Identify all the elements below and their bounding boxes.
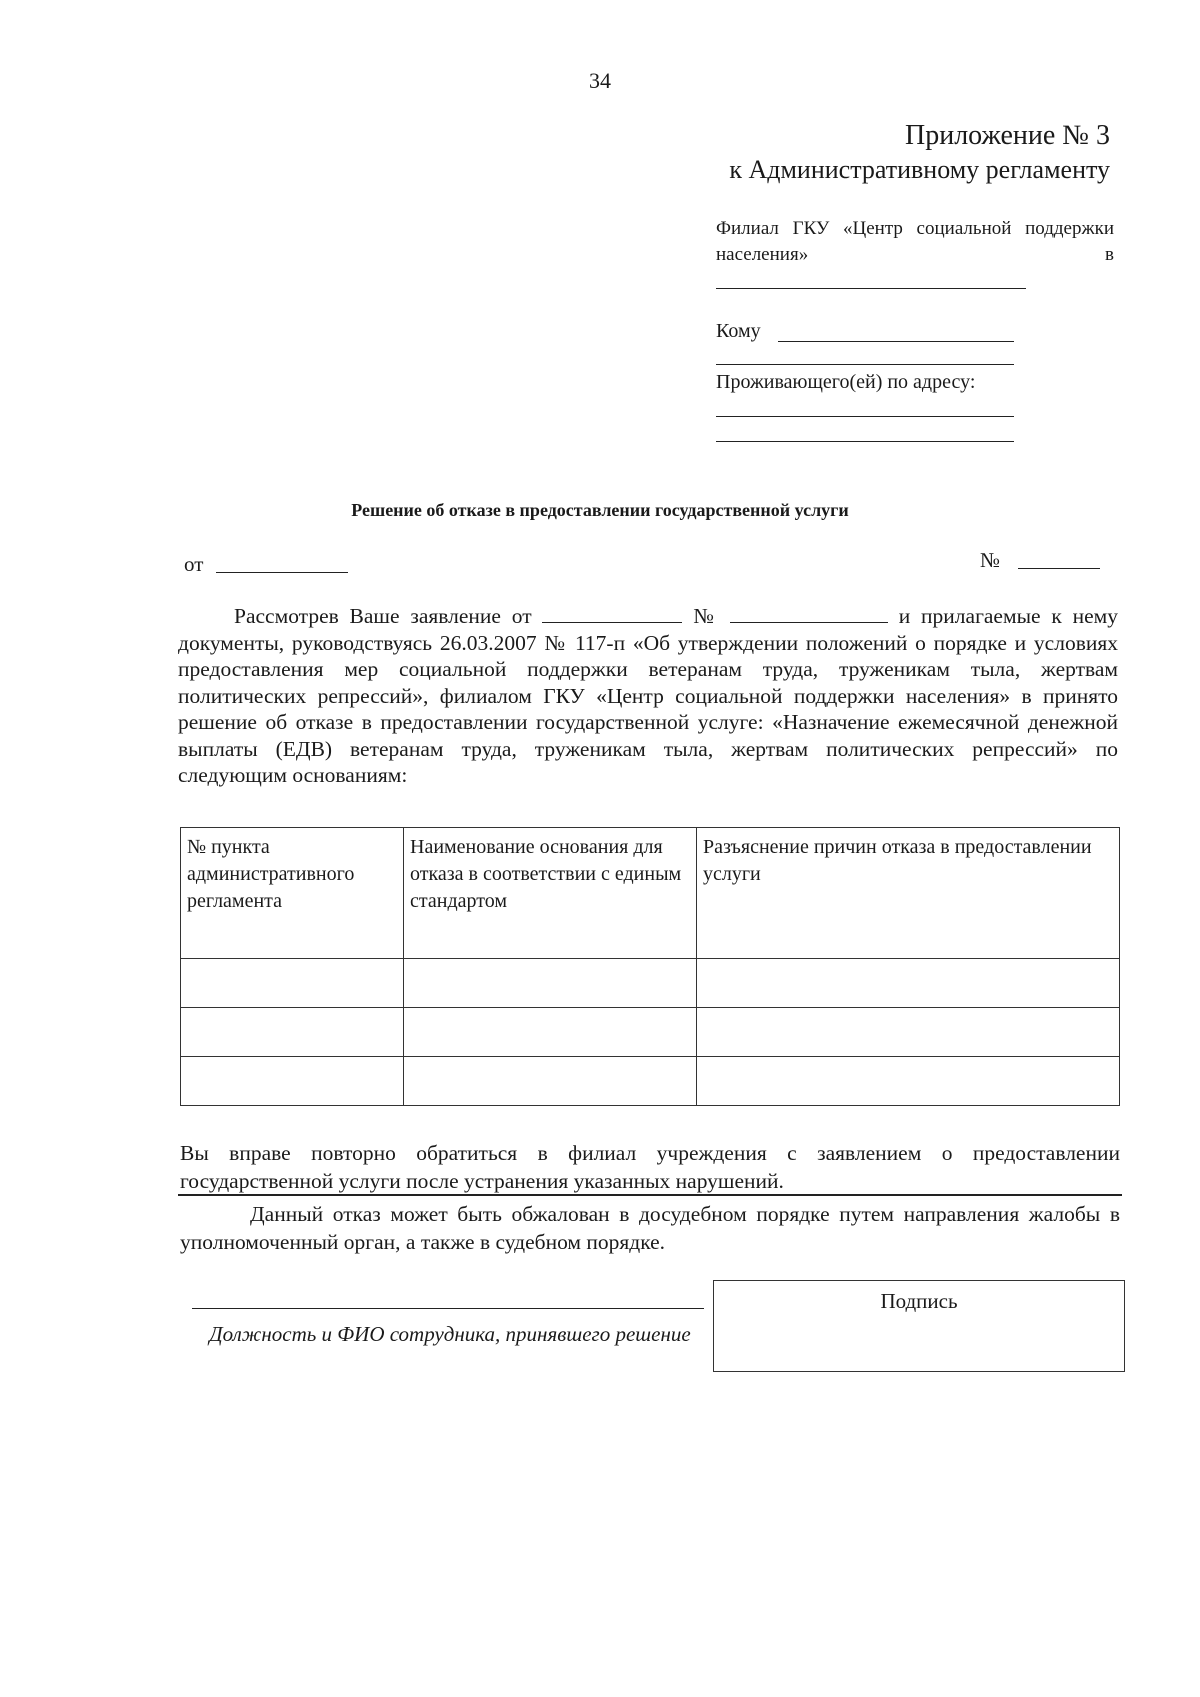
separator-line bbox=[178, 1194, 1122, 1196]
document-title: Решение об отказе в предоставлении государственной услуги bbox=[351, 500, 849, 520]
branch-text: Филиал ГКУ «Центр социальной поддержки населения» в bbox=[716, 218, 1114, 265]
signature-box bbox=[713, 1280, 1125, 1372]
number-label: № bbox=[980, 548, 1001, 572]
appeal-text: Данный отказ может быть обжалован в досудебном порядке путем направления жалобы в уполномоченный орган, а также в судебном порядке. bbox=[180, 1202, 1120, 1254]
header-cell-ground-name: Наименование основания для отказа в соответствии с единым стандартом bbox=[404, 828, 697, 959]
paragraph-number-label: № bbox=[693, 604, 720, 628]
table-row bbox=[181, 1008, 1120, 1057]
paragraph-part-2: и прилагаемые к нему документы, руководствуясь 26.03.2007 № 117-п «Об утверждении положений о порядке и условиях предоставления мер социальной поддержки ветеранам труда, труженикам тыла, жертвам политических репрессий», филиалом ГКУ «Центр социальной поддержки населения» в принято решение об отказе в предоставлении государственной услуге: «Назначение ежемесячной денежной выплаты (ЕДВ) ветеранам труда, труженикам тыла, жертвам политических репрессий» по следующим основаниям: bbox=[178, 604, 1119, 787]
page-number: 34 bbox=[589, 68, 611, 93]
number-blank-line bbox=[1018, 568, 1100, 569]
table-cell bbox=[404, 1057, 697, 1106]
table-header-row bbox=[181, 828, 1120, 959]
table-cell bbox=[697, 1057, 1120, 1106]
to-blank-line-2 bbox=[716, 364, 1014, 365]
table-cell bbox=[181, 959, 404, 1008]
decision-paragraph bbox=[178, 603, 1118, 789]
table-cell bbox=[697, 1008, 1120, 1057]
application-date-blank bbox=[542, 604, 682, 623]
application-number-blank bbox=[730, 604, 888, 623]
appendix-title: Приложение № 3 bbox=[905, 120, 1110, 151]
table-cell bbox=[404, 1008, 697, 1057]
to-label: Кому bbox=[716, 320, 761, 342]
appendix-subtitle: к Административному регламенту bbox=[729, 155, 1110, 184]
table-row bbox=[181, 959, 1120, 1008]
address-blank-line-1 bbox=[716, 416, 1014, 417]
signature-label: Подпись bbox=[880, 1289, 958, 1313]
reapply-paragraph: Вы вправе повторно обратиться в филиал учреждения с заявлением о предоставлении государственной услуги после устранения указанных нарушений. bbox=[180, 1141, 1120, 1193]
paragraph-part-1: Рассмотрев Ваше заявление от bbox=[234, 604, 532, 628]
table-cell bbox=[404, 959, 697, 1008]
table-cell bbox=[181, 1057, 404, 1106]
official-label: Должность и ФИО сотрудника, принявшего решение bbox=[209, 1322, 691, 1346]
official-signature-line bbox=[192, 1308, 704, 1309]
address-label: Проживающего(ей) по адресу: bbox=[716, 371, 976, 393]
to-blank-line bbox=[778, 341, 1014, 342]
table-cell bbox=[697, 959, 1120, 1008]
appeal-paragraph bbox=[180, 1200, 1120, 1256]
date-label: от bbox=[184, 552, 204, 576]
header-cell-item-number: № пункта административного регламента bbox=[181, 828, 404, 959]
date-blank-line bbox=[216, 572, 348, 573]
table-cell bbox=[181, 1008, 404, 1057]
table-row bbox=[181, 1057, 1120, 1106]
grounds-table bbox=[180, 827, 1120, 1106]
address-blank-line-2 bbox=[716, 441, 1014, 442]
branch-blank-line bbox=[716, 288, 1026, 289]
header-cell-explanation: Разъяснение причин отказа в предоставлении услуги bbox=[697, 828, 1120, 959]
